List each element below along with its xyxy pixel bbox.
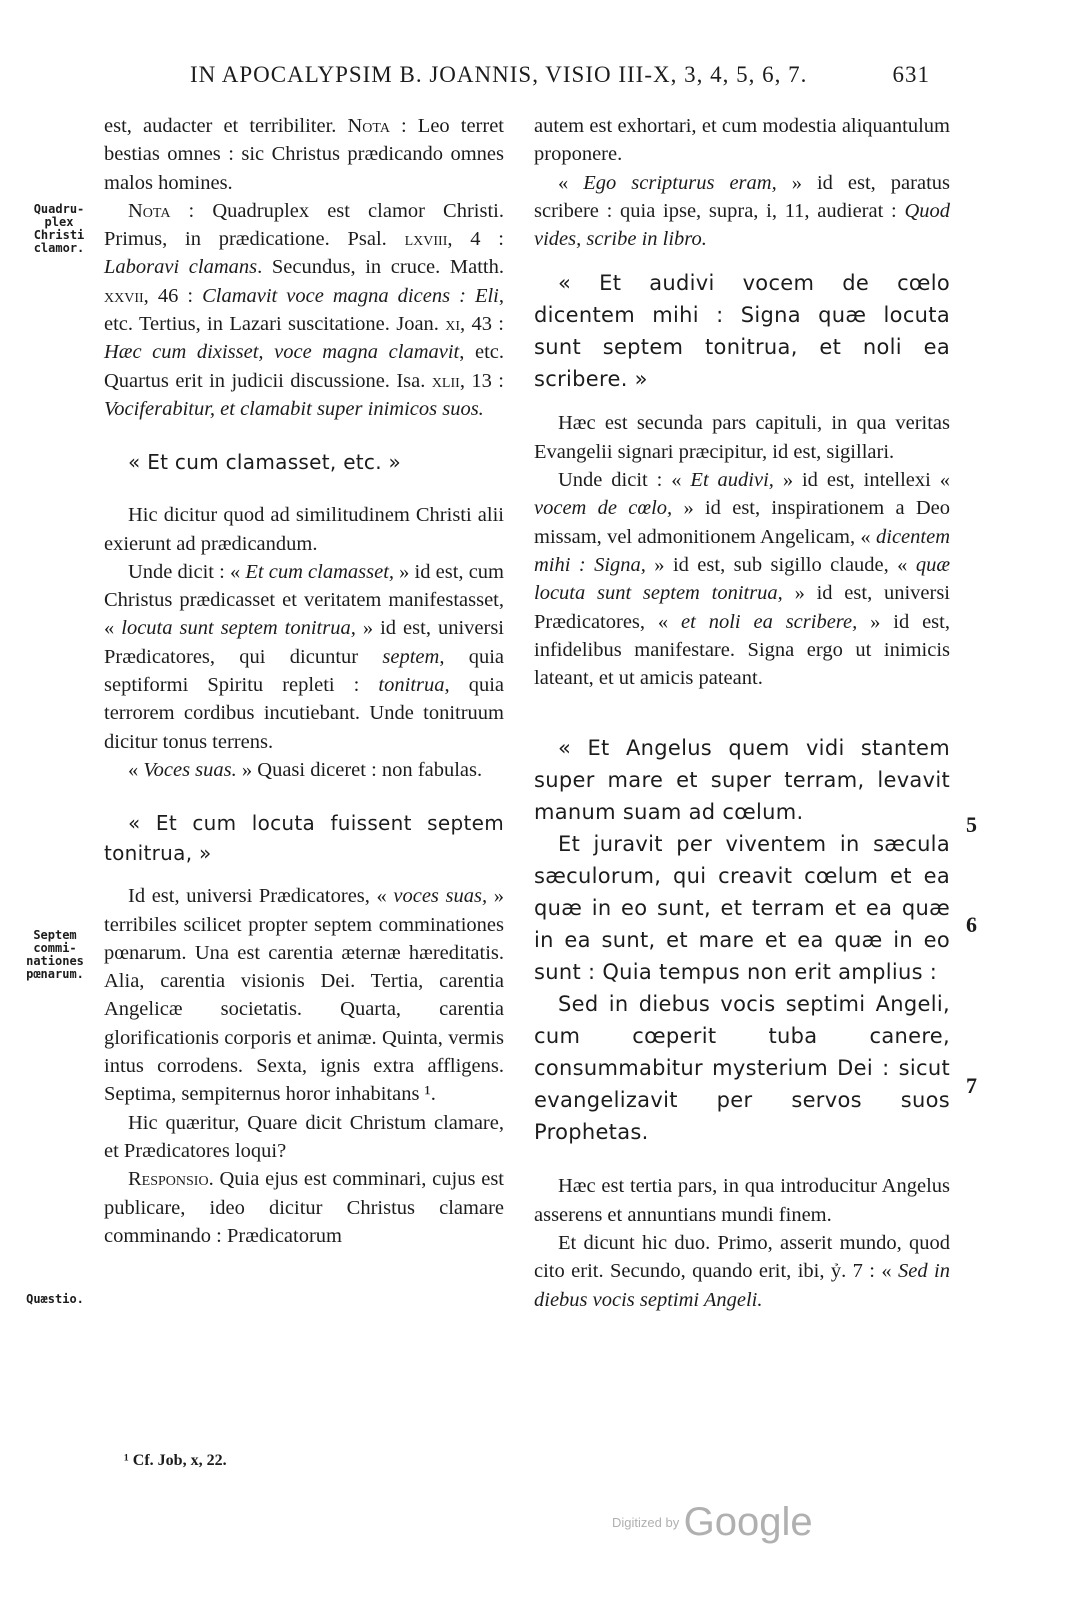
verse-number-6: 6 xyxy=(966,912,977,937)
scripture-quote: Et juravit per viventem in sæcula sæculorum, qui creavit cœlum et ea quæ in eo sunt, et terram et ea quæ in ea sunt, et mare et ea quæ in eo sunt : Quia tempus non erit amplius : xyxy=(534,832,950,985)
paragraph: « Ego scripturus eram, » id est, paratus scribere : quia ipse, supra, i, 11, audierat : Quod vides, scribe in libro. xyxy=(534,171,951,251)
scripture-quote: « Et cum clamasset, etc. » xyxy=(128,450,402,475)
paragraph: Hic dicitur quod ad similitudinem Christi alii exierunt ad prædicandum. xyxy=(104,504,504,555)
paragraph: Unde dicit : « Et audivi, » id est, intellexi « vocem de cœlo, » id est, inspirationem a Deo missam, vel admonitionem Angelicam, « dicentem mihi : Signa, » id est, sub sigillo claude, « quæ locuta sunt septem tonitrua, » id est, universi Prædicatores, « et noli ea scribere, » id est, infidelibus manifestare. Signa ergo ut inimicis lateant, et ut amicis pateant. xyxy=(534,469,951,690)
footnote: ¹ Cf. Job, x, 22. xyxy=(124,1452,227,1469)
scripture-quote: Sed in diebus vocis septimi Angeli, cum cœperit tuba canere, consummabitur mysterium Dei : sicut evangelizavit per servos suos Prophetas. xyxy=(534,992,950,1145)
scripture-quote: « Et Angelus quem vidi stantem super mare et super terram, levavit manum suam ad cœlum. xyxy=(534,736,950,825)
page-number: 631 xyxy=(892,62,930,87)
paragraph: « Voces suas. » Quasi diceret : non fabulas. xyxy=(128,758,483,781)
watermark-prefix: Digitized by xyxy=(612,1515,680,1530)
paragraph: Hæc est secunda pars capituli, in qua veritas Evangelii signari præcipitur, id est, sigillari. xyxy=(534,412,950,463)
right-column xyxy=(534,112,950,1314)
paragraph: autem est exhortari, et cum modestia aliquantulum proponere. xyxy=(534,115,950,166)
scripture-quote: « Et audivi vocem de cœlo dicentem mihi : Signa quæ locuta sunt septem tonitrua, et noli ea scribere. » xyxy=(534,271,950,392)
running-title: IN APOCALYPSIM B. JOANNIS, VISIO III-X, 3, 4, 5, 6, 7. xyxy=(190,62,808,87)
paragraph: Et dicunt hic duo. Primo, asserit mundo, quod cito erit. Secundo, quando erit, ibi, ỷ. 7 : « Sed in diebus vocis septimi Angeli. xyxy=(534,1232,950,1311)
google-logo: Google xyxy=(683,1500,813,1544)
margin-note-quaestio: Quæstio. xyxy=(26,1292,84,1306)
verse-number-5: 5 xyxy=(966,812,977,837)
left-column xyxy=(104,112,504,1250)
paragraph: Unde dicit : « Et cum clamasset, » id est, cum Christus prædicasset et veritatem manifestasset, « locuta sunt septem tonitrua, » id est, universi Prædicatores, qui dicuntur septem, quia septiformi Spiritu repleti : tonitrua, quia terrorem cordibus incutiebant. Unde tonitruum dicitur tonus terrens. xyxy=(104,560,505,753)
scripture-quote: « Et cum locuta fuissent septem tonitrua, » xyxy=(104,811,504,866)
margin-note-quadruplex: Quadru- plex Christi clamor. xyxy=(33,202,85,255)
paragraph: est, audacter et terribiliter. Nota : Leo terret bestias omnes : sic Christus prædicando omnes malos homines. xyxy=(104,115,504,194)
verse-number-7: 7 xyxy=(966,1073,977,1098)
paragraph-responsio: Responsio. Quia ejus est comminari, cujus est publicare, ideo dicitur Christus clamare comminando : Prædicatorum xyxy=(104,1168,504,1247)
margin-note-septem: Septem commi- nationes pœnarum. xyxy=(26,928,84,981)
paragraph-quadruplex: Nota : Quadruplex est clamor Christi. Primus, in prædicatione. Psal. lxviii, 4 : Laboravi clamans. Secundus, in cruce. Matth. xxvii, 46 : Clamavit voce magna dicens : Eli, etc. Tertius, in Lazari suscitatione. Joan. xi, 43 : Hæc cum dixisset, voce magna clamavit, etc. Quartus erit in judicii discussione. Isa. xlii, 13 : Vociferabitur, et clamabit super inimicos suos. xyxy=(104,199,504,420)
digitized-watermark xyxy=(612,1500,813,1545)
paragraph-septem: Id est, universi Prædicatores, « voces suas, » terribiles scilicet propter septem comminationes pœnarum. Una est carentia æternæ hæreditatis. Alia, carentia visionis Dei. Tertia, carentia Angelicæ societatis. Quarta, carentia glorificationis corporis et animæ. Quinta, vermis intus corrodens. Sexta, ignis extra affligens. Septima, sempiternus horor inhabitans ¹. xyxy=(104,885,504,1106)
paragraph: Hæc est tertia pars, in qua introducitur Angelus asserens et annuntians mundi finem. xyxy=(534,1175,950,1226)
paragraph-quaestio: Hic quæritur, Quare dicit Christum clamare, et Prædicatores loqui? xyxy=(104,1111,504,1162)
